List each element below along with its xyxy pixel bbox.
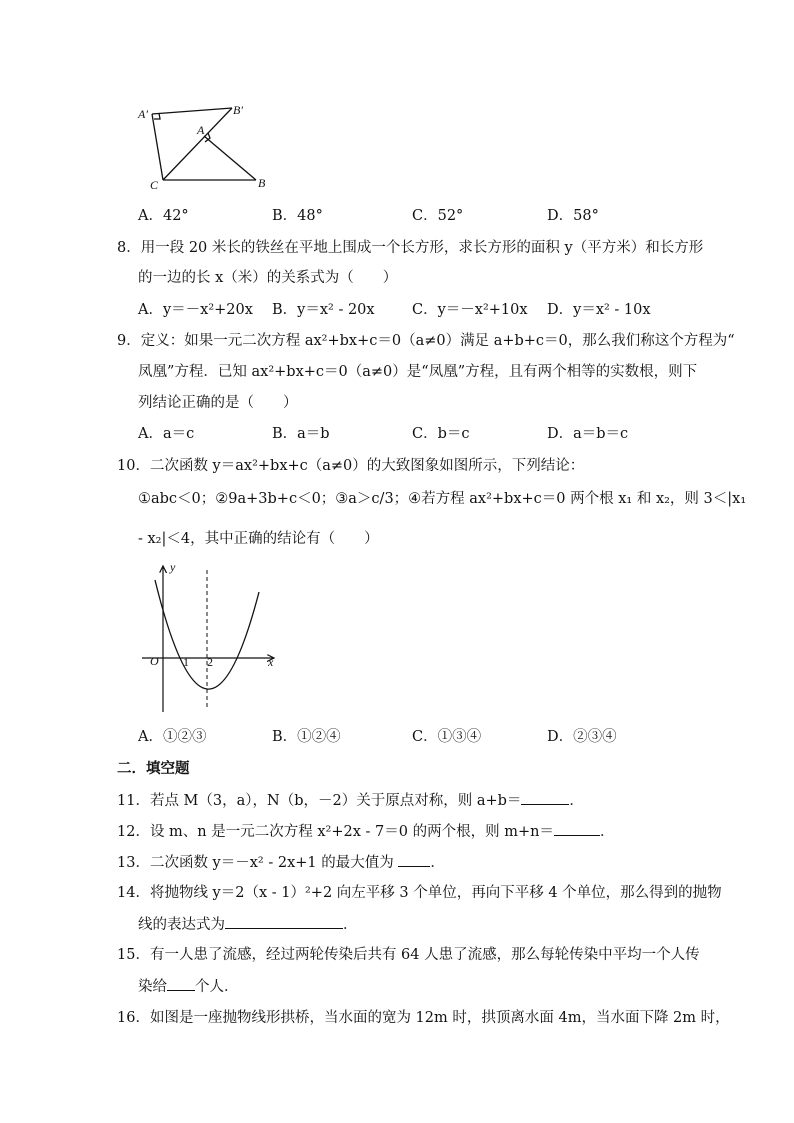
- q9-stem-line-1: 9．定义：如果一元二次方程 ax²+bx+c＝0（a≠0）满足 a+b+c＝0，那么我们称这个方程为“: [117, 333, 735, 349]
- q8-option-b[interactable]: B．y＝x² - 20x: [272, 302, 375, 318]
- q10-option-c[interactable]: C．①③④: [412, 729, 482, 745]
- q8-option-d[interactable]: D．y＝x² - 10x: [547, 302, 651, 318]
- label-b-prime: B′: [233, 103, 243, 117]
- q9-option-a[interactable]: A．a＝c: [138, 426, 195, 442]
- q15-stem-line-2: [138, 976, 239, 997]
- section-heading: 二．填空题: [117, 761, 190, 777]
- q9-option-c[interactable]: C．b＝c: [412, 426, 470, 442]
- q9-stem-line-3: 列结论正确的是（ ）: [138, 395, 298, 411]
- q7-option-b[interactable]: B．48°: [272, 208, 323, 224]
- q11-end: ．: [569, 793, 584, 809]
- label-c: C: [150, 178, 159, 192]
- tick-2-label: 2: [207, 655, 213, 669]
- segment-a-prime-c: [152, 114, 163, 180]
- q12-end: ．: [599, 824, 615, 840]
- x-axis-label: x: [268, 655, 274, 669]
- q8-option-a[interactable]: A．y＝－x²+20x: [138, 302, 253, 318]
- tick-1-label: 1: [183, 655, 189, 669]
- q15-end: 个人．: [195, 979, 239, 995]
- q13-stem: [117, 852, 445, 873]
- q10-option-a[interactable]: A．①②③: [138, 729, 207, 745]
- origin-label: O: [150, 654, 159, 668]
- y-axis-label: y: [170, 560, 176, 574]
- q7-option-c[interactable]: C．52°: [412, 208, 464, 224]
- q13-text: 13．二次函数 y＝－x² - 2x+1 的最大值为: [117, 855, 399, 871]
- q8-stem-line-1: 8．用一段 20 米长的铁丝在平地上围成一个长方形，求长方形的面积 y（平方米）和长方形: [117, 240, 704, 256]
- q14-answer-blank[interactable]: [225, 914, 343, 929]
- label-b: B: [258, 176, 266, 190]
- q7-option-d[interactable]: D．58°: [547, 208, 599, 224]
- q11-stem: [117, 790, 584, 811]
- q14-end: ．: [343, 917, 358, 933]
- q12-answer-blank[interactable]: [554, 821, 600, 836]
- q14-stem-line-2: [138, 914, 358, 935]
- q10-stem-line-3: - x₂|＜4，其中正确的结论有（ ）: [138, 531, 379, 547]
- q10-stem-line-1: 10．二次函数 y＝ax²+bx+c（a≠0）的大致图象如图所示，下列结论：: [117, 458, 585, 474]
- q12-stem: [117, 821, 614, 842]
- q13-answer-blank[interactable]: [398, 852, 430, 867]
- q13-end: ．: [430, 855, 445, 871]
- segment-a-prime-b-prime: [152, 108, 232, 114]
- parabola-graph: [138, 558, 283, 718]
- segment-a-b: [204, 136, 256, 180]
- q15-stem-line-1: 15．有一人患了流感，经过两轮传染后共有 64 人患了流感，那么每轮传染中平均一个人传: [117, 947, 700, 963]
- q9-option-b[interactable]: B．a＝b: [272, 426, 330, 442]
- label-a-prime: A′: [138, 107, 148, 121]
- segment-b-prime-c: [163, 108, 232, 180]
- q15-answer-blank[interactable]: [167, 976, 195, 991]
- q12-text: 12．设 m、n 是一元二次方程 x²+2x - 7＝0 的两个根，则 m+n＝: [117, 824, 554, 840]
- q11-answer-blank[interactable]: [521, 790, 569, 805]
- q7-option-a[interactable]: A．42°: [138, 208, 189, 224]
- q9-stem-line-2: 凤凰”方程．已知 ax²+bx+c＝0（a≠0）是“凤凰”方程，且有两个相等的实数根，则下: [138, 364, 698, 380]
- q10-option-b[interactable]: B．①②④: [272, 729, 341, 745]
- q8-stem-line-2: 的一边的长 x（米）的关系式为（ ）: [138, 270, 398, 286]
- q14-stem-line-1: 14．将抛物线 y＝2（x - 1）²+2 向左平移 3 个单位，再向下平移 4 个单位，那么得到的抛物: [117, 885, 722, 901]
- q14-text: 线的表达式为: [138, 917, 225, 933]
- q16-stem-line-1: 16．如图是一座抛物线形拱桥，当水面的宽为 12m 时，拱顶离水面 4m，当水面下降 2m 时，: [117, 1010, 730, 1026]
- q15-text: 染给: [138, 979, 167, 995]
- q11-text: 11．若点 M（3，a），N（b，－2）关于原点对称，则 a+b＝: [117, 793, 522, 809]
- label-a: A: [197, 123, 205, 137]
- q10-option-d[interactable]: D．②③④: [547, 729, 617, 745]
- q8-option-c[interactable]: C．y＝－x²+10x: [412, 302, 528, 318]
- q9-option-d[interactable]: D．a＝b＝c: [547, 426, 629, 442]
- triangle-figure: [130, 98, 280, 198]
- q10-stem-line-2: ①abc＜0；②9a+3b+c＜0；③a＞c/3；④若方程 ax²+bx+c＝0 两个根 x₁ 和 x₂，则 3＜|x₁: [138, 491, 747, 507]
